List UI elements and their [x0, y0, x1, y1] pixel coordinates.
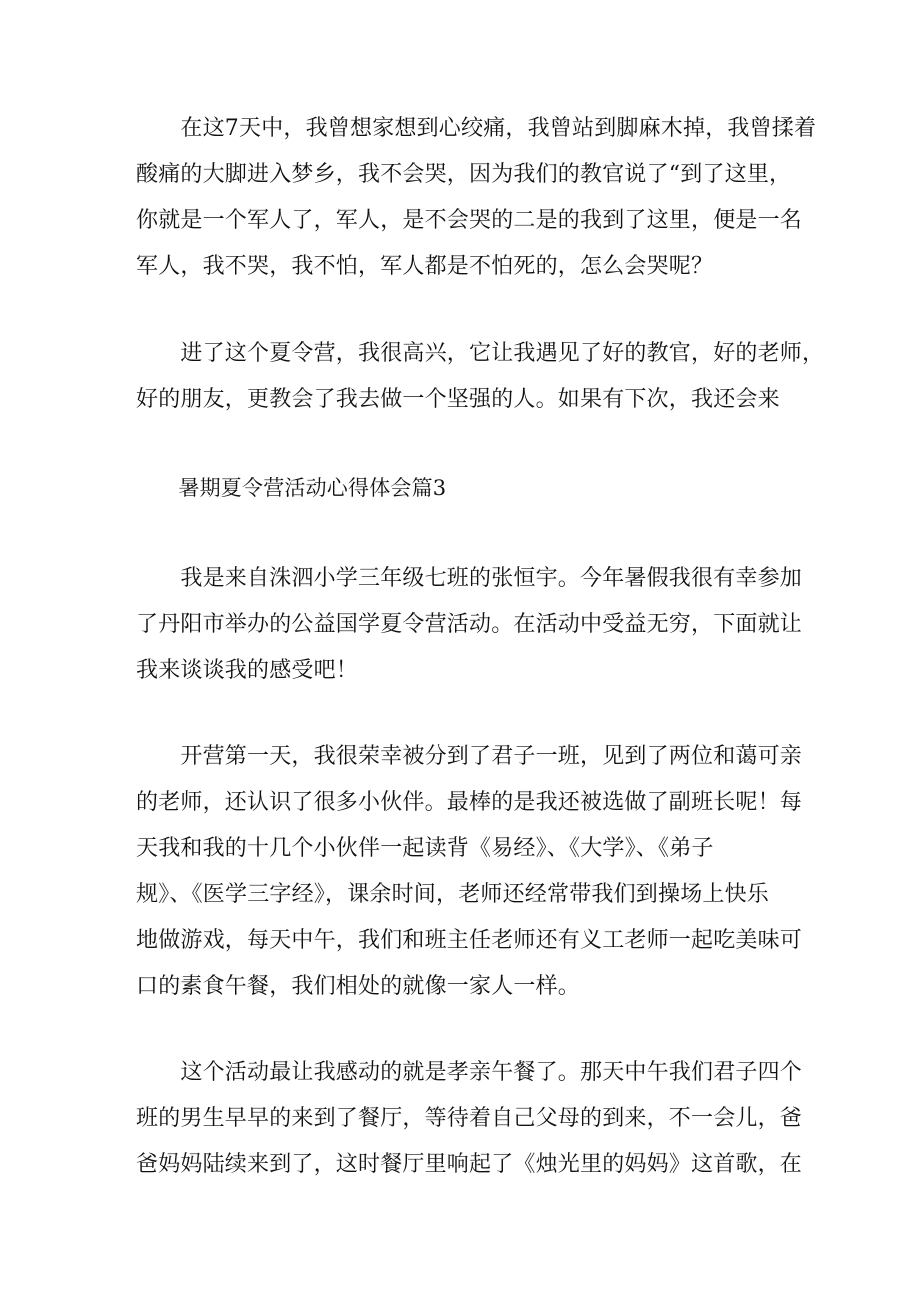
text-line: 天我和我的十几个小伙伴一起读背《易经》、《大学》、《弟子: [136, 836, 714, 861]
text-line: 好的朋友，更教会了我去做一个坚强的人。如果有下次，我还会来: [136, 387, 780, 412]
paragraph-camp-happy: [136, 331, 825, 423]
text-line: 我是来自洙泗小学三年级七班的张恒宇。今年暑假我很有幸参加: [136, 566, 803, 591]
paragraph-introduction: [136, 556, 803, 694]
paragraph-first-day: [136, 734, 803, 1010]
text-line: 的老师，还认识了很多小伙伴。最棒的是我还被选做了副班长呢！每: [136, 790, 803, 815]
section-heading: [136, 465, 796, 511]
text-line: 了丹阳市举办的公益国学夏令营活动。在活动中受益无穷，下面就让: [136, 612, 803, 637]
paragraph-homesick: [136, 106, 817, 290]
text-line: 开营第一天，我很荣幸被分到了君子一班，见到了两位和蔼可亲: [136, 744, 803, 769]
text-line: 爸妈妈陆续来到了，这时餐厅里响起了《烛光里的妈妈》这首歌，在: [136, 1152, 803, 1177]
text-line: 地做游戏，每天中午，我们和班主任老师还有义工老师一起吃美味可: [136, 928, 803, 953]
text-line: 在这7天中，我曾想家想到心绞痛，我曾站到脚麻木掉，我曾揉着: [136, 116, 817, 141]
text-line: 班的男生早早的来到了餐厅，等待着自己父母的到来，不一会儿，爸: [136, 1106, 803, 1131]
section-title: 暑期夏令营活动心得体会篇3: [136, 476, 447, 500]
text-line: 我来谈谈我的感受吧！: [136, 658, 359, 683]
text-line: 你就是一个军人了，军人，是不会哭的二是的我到了这里，便是一名: [136, 208, 803, 233]
text-line: 这个活动最让我感动的就是孝亲午餐了。那天中午我们君子四个: [136, 1060, 803, 1085]
text-line: 进了这个夏令营，我很高兴，它让我遇见了好的教官，好的老师，: [136, 341, 825, 366]
text-line: 军人，我不哭，我不怕，军人都是不怕死的，怎么会哭呢？: [136, 254, 714, 279]
text-line: 规》、《医学三字经》，课余时间，老师还经常带我们到操场上快乐: [136, 882, 770, 907]
paragraph-filial-lunch: [136, 1050, 803, 1188]
text-line: 酸痛的大脚进入梦乡，我不会哭，因为我们的教官说了“到了这里，: [136, 162, 792, 187]
text-line: 口的素食午餐，我们相处的就像一家人一样。: [136, 974, 581, 999]
